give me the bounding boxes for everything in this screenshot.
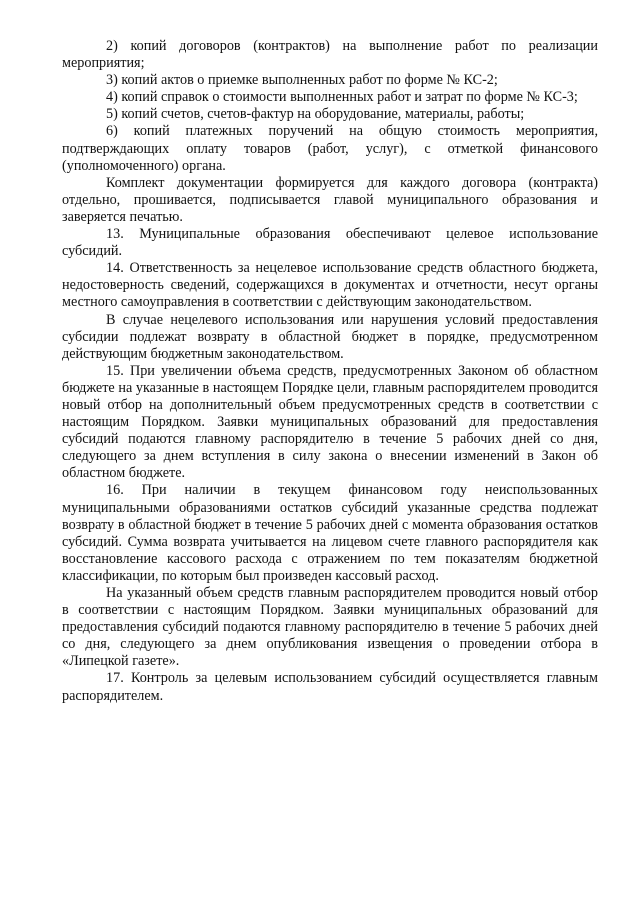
paragraph-documentation-set: Комплект документации формируется для каждого договора (контракта) отдельно, прошивается, подписывается главой муниципального образования и заверяется печатью. bbox=[62, 174, 598, 225]
paragraph-section-14: 14. Ответственность за нецелевое использование средств областного бюджета, недостоверность сведений, содержащихся в документах и отчетности, несут органы местного самоуправления в соответствии с действующим законодательством. bbox=[62, 260, 598, 311]
paragraph-item-5-invoices: 5) копий счетов, счетов-фактур на оборудование, материалы, работы; bbox=[106, 106, 525, 123]
paragraph-item-4-ks3-certificates: 4) копий справок о стоимости выполненных работ и затрат по форме № КС-3; bbox=[106, 89, 578, 106]
paragraph-item-2-contracts: 2) копий договоров (контрактов) на выполнение работ по реализации мероприятия; bbox=[62, 38, 598, 72]
paragraph-item-3-ks2-acts: 3) копий актов о приемке выполненных работ по форме № КС-2; bbox=[106, 72, 498, 89]
document-page bbox=[62, 38, 598, 705]
paragraph-section-16: 16. При наличии в текущем финансовом году неиспользованных муниципальными образованиями остатков субсидий указанные средства подлежат возврату в областной бюджет в течение 5 рабочих дней с момента образования остатков субсидий. Сумма возврата учитывается на лицевом счете главного распорядителя как восстановление кассового расхода с отражением по тем показателям бюджетной классификации, по которым был произведен кассовый расход. bbox=[62, 482, 598, 584]
paragraph-section-15: 15. При увеличении объема средств, предусмотренных Законом об областном бюджете на указанные в настоящем Порядке цели, главным распорядителем проводится новый отбор на дополнительный объем предусмотренных средств в соответствии с настоящим Порядком. Заявки муниципальных образований для предоставления субсидий подаются главному распорядителю в течение 5 рабочих дней со дня, следующего за днем вступления в силу закона о внесении изменений в Закон об областном бюджете. bbox=[62, 362, 598, 482]
paragraph-section-13: 13. Муниципальные образования обеспечивают целевое использование субсидий. bbox=[62, 226, 598, 260]
paragraph-item-6-payment-orders: 6) копий платежных поручений на общую стоимость мероприятия, подтверждающих оплату товаров (работ, услуг), с отметкой финансового (уполномоченного) органа. bbox=[62, 123, 598, 174]
paragraph-section-17: 17. Контроль за целевым использованием субсидий осуществляется главным распорядителем. bbox=[62, 670, 598, 704]
paragraph-new-selection: На указанный объем средств главным распорядителем проводится новый отбор в соответствии с настоящим Порядком. Заявки муниципальных образований для предоставления субсидий подаются главному распорядителю в течение 5 рабочих дней со дня, следующего за днем опубликования извещения о проведении отбора в «Липецкой газете». bbox=[62, 585, 598, 670]
paragraph-misuse-return: В случае нецелевого использования или нарушения условий предоставления субсидии подлежат возврату в областной бюджет в порядке, предусмотренном действующим бюджетным законодательством. bbox=[62, 311, 598, 362]
